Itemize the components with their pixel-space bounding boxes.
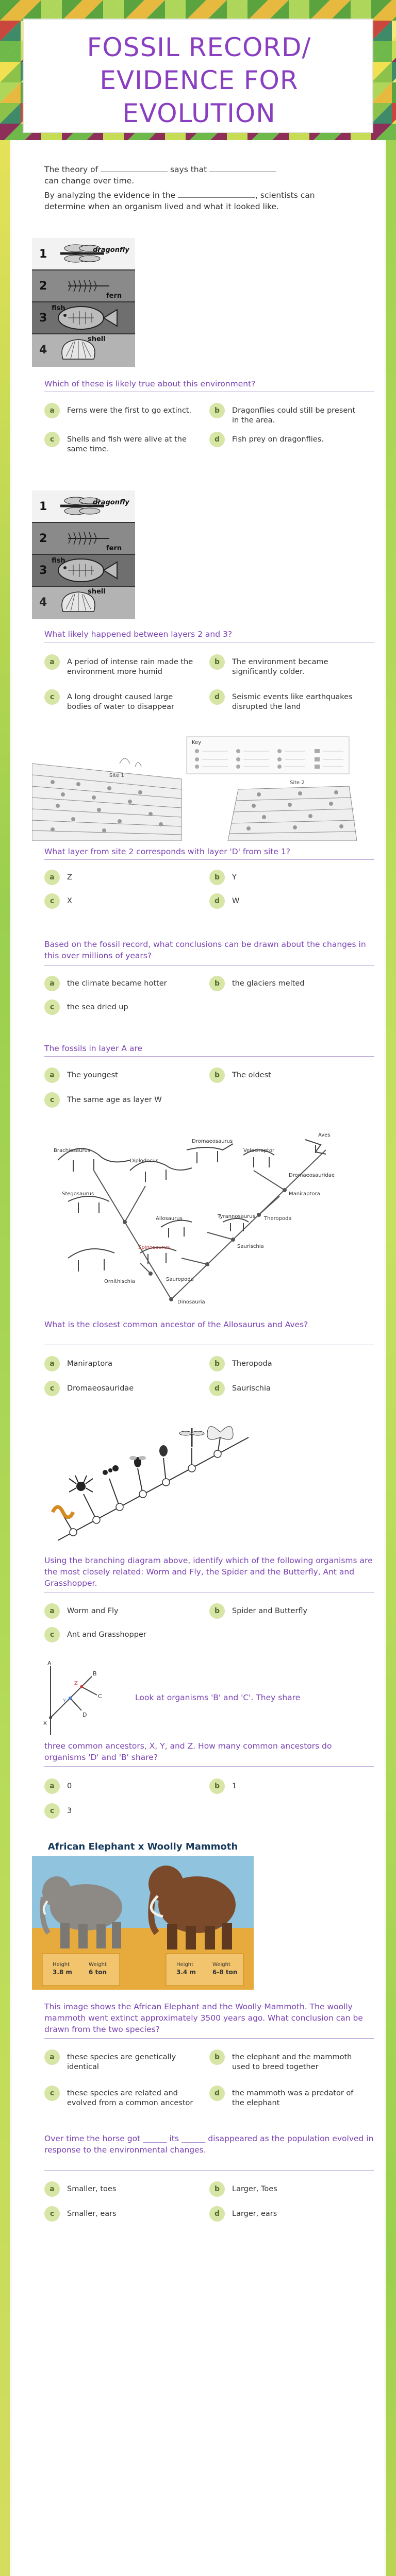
- layer-word-fish: fish: [52, 557, 65, 565]
- layer-word-shell: shell: [88, 335, 106, 343]
- layer-word-dragonfly: dragonfly: [93, 246, 129, 254]
- label-a: A: [47, 1661, 52, 1667]
- q7-option-a[interactable]: [44, 1605, 199, 1619]
- intro-text: The theory of: [44, 165, 98, 174]
- q5-option-c[interactable]: [44, 1094, 199, 1108]
- taxon-tyrannosaurus: Tyrannosaurus: [218, 1214, 255, 1219]
- mammoth-weight-label: Weight: [212, 1962, 230, 1968]
- elephant-height: 3.8 m: [53, 1969, 72, 1976]
- option-text: A long drought caused large bodies of water to disappear: [67, 693, 174, 711]
- option-badge: b: [209, 2181, 225, 2197]
- layer-number-1: 1: [39, 248, 47, 261]
- option-badge: a: [44, 1067, 60, 1083]
- dinosaur-skeleton-icons: [58, 1140, 326, 1272]
- option-badge: b: [209, 1603, 225, 1619]
- site-2-label: Site 2: [290, 780, 305, 786]
- page-title: FOSSIL RECORD/ EVIDENCE FOR EVOLUTION: [87, 32, 311, 128]
- option-badge: c: [44, 1092, 60, 1108]
- question-divider: [44, 1056, 374, 1057]
- option-text: Saurischia: [232, 1384, 271, 1393]
- option-badge: a: [44, 403, 60, 418]
- question-3: What layer from site 2 corresponds with layer 'D' from site 1?: [44, 847, 290, 856]
- q6-option-b[interactable]: [209, 1358, 364, 1371]
- layer-number-3: 3: [39, 564, 47, 577]
- q4-option-a[interactable]: [44, 978, 199, 991]
- option-text: The oldest: [232, 1071, 271, 1079]
- option-badge: d: [209, 432, 225, 447]
- option-text: X: [67, 897, 72, 905]
- q8-option-b[interactable]: [209, 1781, 364, 1794]
- label-d: D: [82, 1711, 87, 1718]
- layers-figure-1: [32, 238, 135, 367]
- option-text: 0: [67, 1782, 72, 1790]
- layer-number-4: 4: [39, 344, 47, 357]
- q8-option-c[interactable]: [44, 1805, 199, 1819]
- mammoth-weight: 6-8 ton: [212, 1969, 238, 1976]
- question-1: Which of these is likely true about this environment?: [44, 379, 256, 388]
- q10-option-d[interactable]: [209, 2208, 364, 2222]
- q3-option-a[interactable]: [44, 872, 199, 885]
- insect-branching-diagram: [42, 1417, 269, 1546]
- ant-icon: [103, 1465, 119, 1475]
- taxon-spinosaurus: Spinosaurus: [138, 1245, 170, 1250]
- q5-option-b[interactable]: [209, 1070, 364, 1083]
- strata-key: [187, 737, 349, 774]
- question-5: The fossils in layer A are: [44, 1044, 142, 1053]
- taxon-velociraptor: Velociraptor: [243, 1148, 275, 1154]
- q4-option-b[interactable]: [209, 978, 364, 991]
- q2-option-d[interactable]: [209, 691, 364, 712]
- option-badge: c: [44, 432, 60, 447]
- option-text: these species are genetically identical: [67, 2053, 176, 2071]
- question-2: What likely happened between layers 2 and 3?: [44, 630, 233, 639]
- q6-option-c[interactable]: [44, 1383, 199, 1396]
- option-badge: a: [44, 1778, 60, 1794]
- elephant-mammoth-figure: [32, 1835, 254, 1990]
- q5-option-a[interactable]: [44, 1070, 199, 1083]
- option-badge: d: [209, 2206, 225, 2222]
- elephant-figure-title: African Elephant x Woolly Mammoth: [47, 1841, 238, 1852]
- option-text: Seismic events like earthquakes disrupted the land: [232, 693, 353, 711]
- q10-option-a[interactable]: [44, 2183, 199, 2197]
- q2-option-a[interactable]: [44, 656, 199, 677]
- question-divider: [44, 2038, 374, 2039]
- abcd-tree: [40, 1661, 118, 1738]
- question-divider: [44, 859, 374, 860]
- option-badge: d: [209, 1381, 225, 1396]
- elephant-weight-label: Weight: [89, 1962, 107, 1968]
- option-text: Theropoda: [232, 1360, 272, 1368]
- key-title: Key: [192, 740, 202, 745]
- option-text: The environment became significantly colder.: [232, 658, 328, 676]
- q7-option-c[interactable]: [44, 1629, 199, 1642]
- layer-word-dragonfly: dragonfly: [93, 499, 129, 506]
- option-badge: d: [209, 689, 225, 705]
- option-badge: a: [44, 654, 60, 670]
- butterfly-icon: [207, 1427, 233, 1439]
- option-badge: c: [44, 689, 60, 705]
- option-text: Smaller, toes: [67, 2185, 117, 2193]
- taxon-diplodocus: Diplodocus: [130, 1158, 159, 1164]
- label-b: B: [93, 1670, 97, 1677]
- option-text: Fish prey on dragonflies.: [232, 435, 324, 444]
- node-saurischia: Saurischia: [237, 1244, 264, 1249]
- elephant-height-label: Height: [53, 1962, 70, 1968]
- option-badge: c: [44, 893, 60, 909]
- taxon-brachiosaurus: Brachiosaurus: [54, 1148, 91, 1154]
- question-divider: [44, 2170, 374, 2171]
- intro-paragraph: [44, 164, 374, 212]
- node-dinosauria: Dinosauria: [177, 1299, 205, 1304]
- option-badge: a: [44, 870, 60, 885]
- q6-option-d[interactable]: [209, 1383, 364, 1396]
- option-text: Ant and Grasshopper: [67, 1631, 146, 1639]
- option-text: W: [232, 897, 240, 905]
- blank-field[interactable]: [209, 165, 276, 172]
- option-badge: d: [209, 893, 225, 909]
- option-text: 3: [67, 1807, 72, 1815]
- option-text: Larger, Toes: [232, 2185, 277, 2193]
- intro-line-4: determine when an organism lived and what it looked like.: [44, 202, 279, 211]
- layer-word-fern: fern: [106, 545, 122, 552]
- q3-option-d[interactable]: [209, 895, 364, 909]
- taxon-stegosaurus: Stegosaurus: [62, 1191, 94, 1197]
- q1-option-c[interactable]: [44, 434, 199, 454]
- intro-text: By analyzing the evidence in the: [44, 191, 176, 200]
- q3-option-b[interactable]: [209, 872, 364, 885]
- question-10: Over time the horse got ______ its ______ disappeared as the population evolved in response to the environmental changes.: [44, 2134, 374, 2155]
- option-text: Smaller, ears: [67, 2210, 117, 2218]
- mosaic-triangle: [392, 124, 396, 140]
- q8-option-a[interactable]: [44, 1781, 199, 1794]
- intro-line-3: [44, 190, 374, 201]
- layer-number-3: 3: [39, 312, 47, 325]
- option-text: Shells and fish were alive at the same time.: [67, 435, 187, 453]
- option-text: these species are related and evolved from a common ancestor: [67, 2089, 193, 2107]
- option-text: Z: [67, 873, 72, 882]
- option-badge: b: [209, 2049, 225, 2065]
- layer-number-2: 2: [39, 532, 47, 545]
- site-2-strata: [228, 786, 357, 841]
- option-badge: b: [209, 870, 225, 885]
- blank-field[interactable]: [101, 165, 168, 172]
- layer-word-shell: shell: [88, 588, 106, 596]
- option-text: Maniraptora: [67, 1360, 113, 1368]
- option-badge: b: [209, 1356, 225, 1371]
- intro-text: says that: [170, 165, 207, 174]
- option-badge: a: [44, 2049, 60, 2065]
- layer-number-1: 1: [39, 500, 47, 513]
- worm-icon: [53, 1507, 73, 1517]
- q9-option-c[interactable]: [44, 2088, 199, 2108]
- right-decorative-band: [386, 0, 396, 2576]
- option-badge: c: [44, 1381, 60, 1396]
- label-c: C: [98, 1693, 102, 1700]
- option-text: The same age as layer W: [67, 1096, 162, 1104]
- q3-option-c[interactable]: [44, 895, 199, 909]
- option-badge: b: [209, 976, 225, 991]
- option-badge: b: [209, 654, 225, 670]
- intro-line-1: [44, 164, 374, 175]
- option-badge: a: [44, 1356, 60, 1371]
- q9-option-d[interactable]: [209, 2088, 364, 2108]
- left-decorative-band: [0, 0, 10, 2576]
- q1-option-d[interactable]: [209, 434, 364, 447]
- strata-sites-figure: [32, 733, 357, 841]
- question-9: This image shows the African Elephant and the Woolly Mammoth. The woolly mammoth went extinct approximately 3500 years ago. What conclusion can be drawn from the two species?: [44, 2002, 363, 2034]
- q1-option-a[interactable]: [44, 405, 199, 418]
- layer-word-fern: fern: [106, 292, 122, 300]
- option-text: Spider and Butterfly: [232, 1607, 308, 1615]
- option-text: Y: [232, 873, 237, 882]
- q6-option-a[interactable]: [44, 1358, 199, 1371]
- q9-option-b[interactable]: [209, 2052, 364, 2072]
- node-theropoda: Theropoda: [264, 1216, 292, 1222]
- worksheet: [11, 140, 385, 2576]
- mammoth-height: 3.4 m: [176, 1969, 196, 1976]
- intro-line-2: can change over time.: [44, 176, 135, 185]
- label-y: Y: [63, 1698, 67, 1704]
- option-text: Dromaeosauridae: [67, 1384, 134, 1393]
- q7-option-b[interactable]: [209, 1605, 364, 1619]
- site-1-strata: [32, 758, 182, 841]
- option-badge: b: [209, 403, 225, 418]
- option-text: the mammoth was a predator of the elephant: [232, 2089, 354, 2107]
- option-badge: b: [209, 1778, 225, 1794]
- question-8-lead: Look at organisms 'B' and 'C'. They share: [135, 1693, 301, 1702]
- dinosaur-cladogram: [37, 1129, 357, 1304]
- option-text: A period of intense rain made the environment more humid: [67, 658, 193, 676]
- q4-option-c[interactable]: [44, 1002, 199, 1015]
- intro-text: , scientists can: [255, 191, 315, 200]
- node-maniraptora: Maniraptora: [289, 1191, 320, 1197]
- blank-field[interactable]: [178, 191, 255, 198]
- spider-icon: [69, 1476, 93, 1492]
- site-1-label: Site 1: [109, 773, 124, 778]
- elephant-weight: 6 ton: [89, 1969, 107, 1976]
- taxon-allosaurus: Allosaurus: [156, 1216, 183, 1222]
- question-4: Based on the fossil record, what conclusions can be drawn about the changes in this over millions of years?: [44, 940, 366, 960]
- beetle-icon: [159, 1445, 168, 1456]
- option-badge: a: [44, 1603, 60, 1619]
- layers-figure-2: [32, 490, 135, 619]
- option-text: Dragonflies could still be present in the area.: [232, 406, 356, 425]
- option-badge: c: [44, 999, 60, 1015]
- q9-option-a[interactable]: [44, 2052, 199, 2072]
- question-7: Using the branching diagram above, identify which of the following organisms are the most closely related: Worm and Fly, the Spider and the Butterfly, Ant and Grasshopper.: [44, 1556, 373, 1588]
- fly-icon: [129, 1456, 146, 1467]
- layer-word-fish: fish: [52, 304, 65, 312]
- label-x: X: [43, 1721, 47, 1726]
- option-badge: c: [44, 1627, 60, 1642]
- q2-option-b[interactable]: [209, 656, 364, 677]
- option-badge: a: [44, 2181, 60, 2197]
- option-text: 1: [232, 1782, 237, 1790]
- option-badge: d: [209, 2086, 225, 2101]
- option-text: The youngest: [67, 1071, 118, 1079]
- mammoth-height-label: Height: [176, 1962, 194, 1968]
- header-banner: [0, 0, 396, 140]
- layer-number-4: 4: [39, 596, 47, 609]
- q10-option-b[interactable]: [209, 2183, 364, 2197]
- option-text: the glaciers melted: [232, 979, 305, 988]
- dragonfly-icon: [179, 1428, 204, 1447]
- option-text: the climate became hotter: [67, 979, 167, 988]
- option-text: Ferns were the first to go extinct.: [67, 406, 192, 415]
- q2-option-c[interactable]: [44, 691, 199, 712]
- question-8: three common ancestors, X, Y, and Z. How many common ancestors do organisms 'D' and 'B' share?: [44, 1741, 332, 1762]
- option-text: the elephant and the mammoth used to breed together: [232, 2053, 352, 2071]
- option-badge: c: [44, 2206, 60, 2222]
- option-badge: c: [44, 2086, 60, 2101]
- title-card: [23, 19, 373, 133]
- label-z: Z: [74, 1681, 78, 1686]
- option-badge: a: [44, 976, 60, 991]
- node-dromaeosauridae: Dromaeosauridae: [289, 1173, 335, 1178]
- layer-number-2: 2: [39, 280, 47, 293]
- option-text: the sea dried up: [67, 1003, 128, 1011]
- option-text: Larger, ears: [232, 2210, 277, 2218]
- node-ornithischia: Ornithischia: [104, 1279, 135, 1284]
- node-sauropoda: Sauropoda: [166, 1277, 194, 1282]
- option-badge: c: [44, 1803, 60, 1819]
- option-badge: b: [209, 1067, 225, 1083]
- question-divider: [44, 1766, 374, 1767]
- question-divider: [44, 965, 374, 966]
- q1-option-b[interactable]: [209, 405, 364, 426]
- taxon-dromaeosaurus: Dromaeosaurus: [192, 1139, 233, 1144]
- option-text: Worm and Fly: [67, 1607, 119, 1615]
- taxon-aves: Aves: [318, 1132, 331, 1138]
- question-6: What is the closest common ancestor of the Allosaurus and Aves?: [44, 1320, 308, 1329]
- q10-option-c[interactable]: [44, 2208, 199, 2222]
